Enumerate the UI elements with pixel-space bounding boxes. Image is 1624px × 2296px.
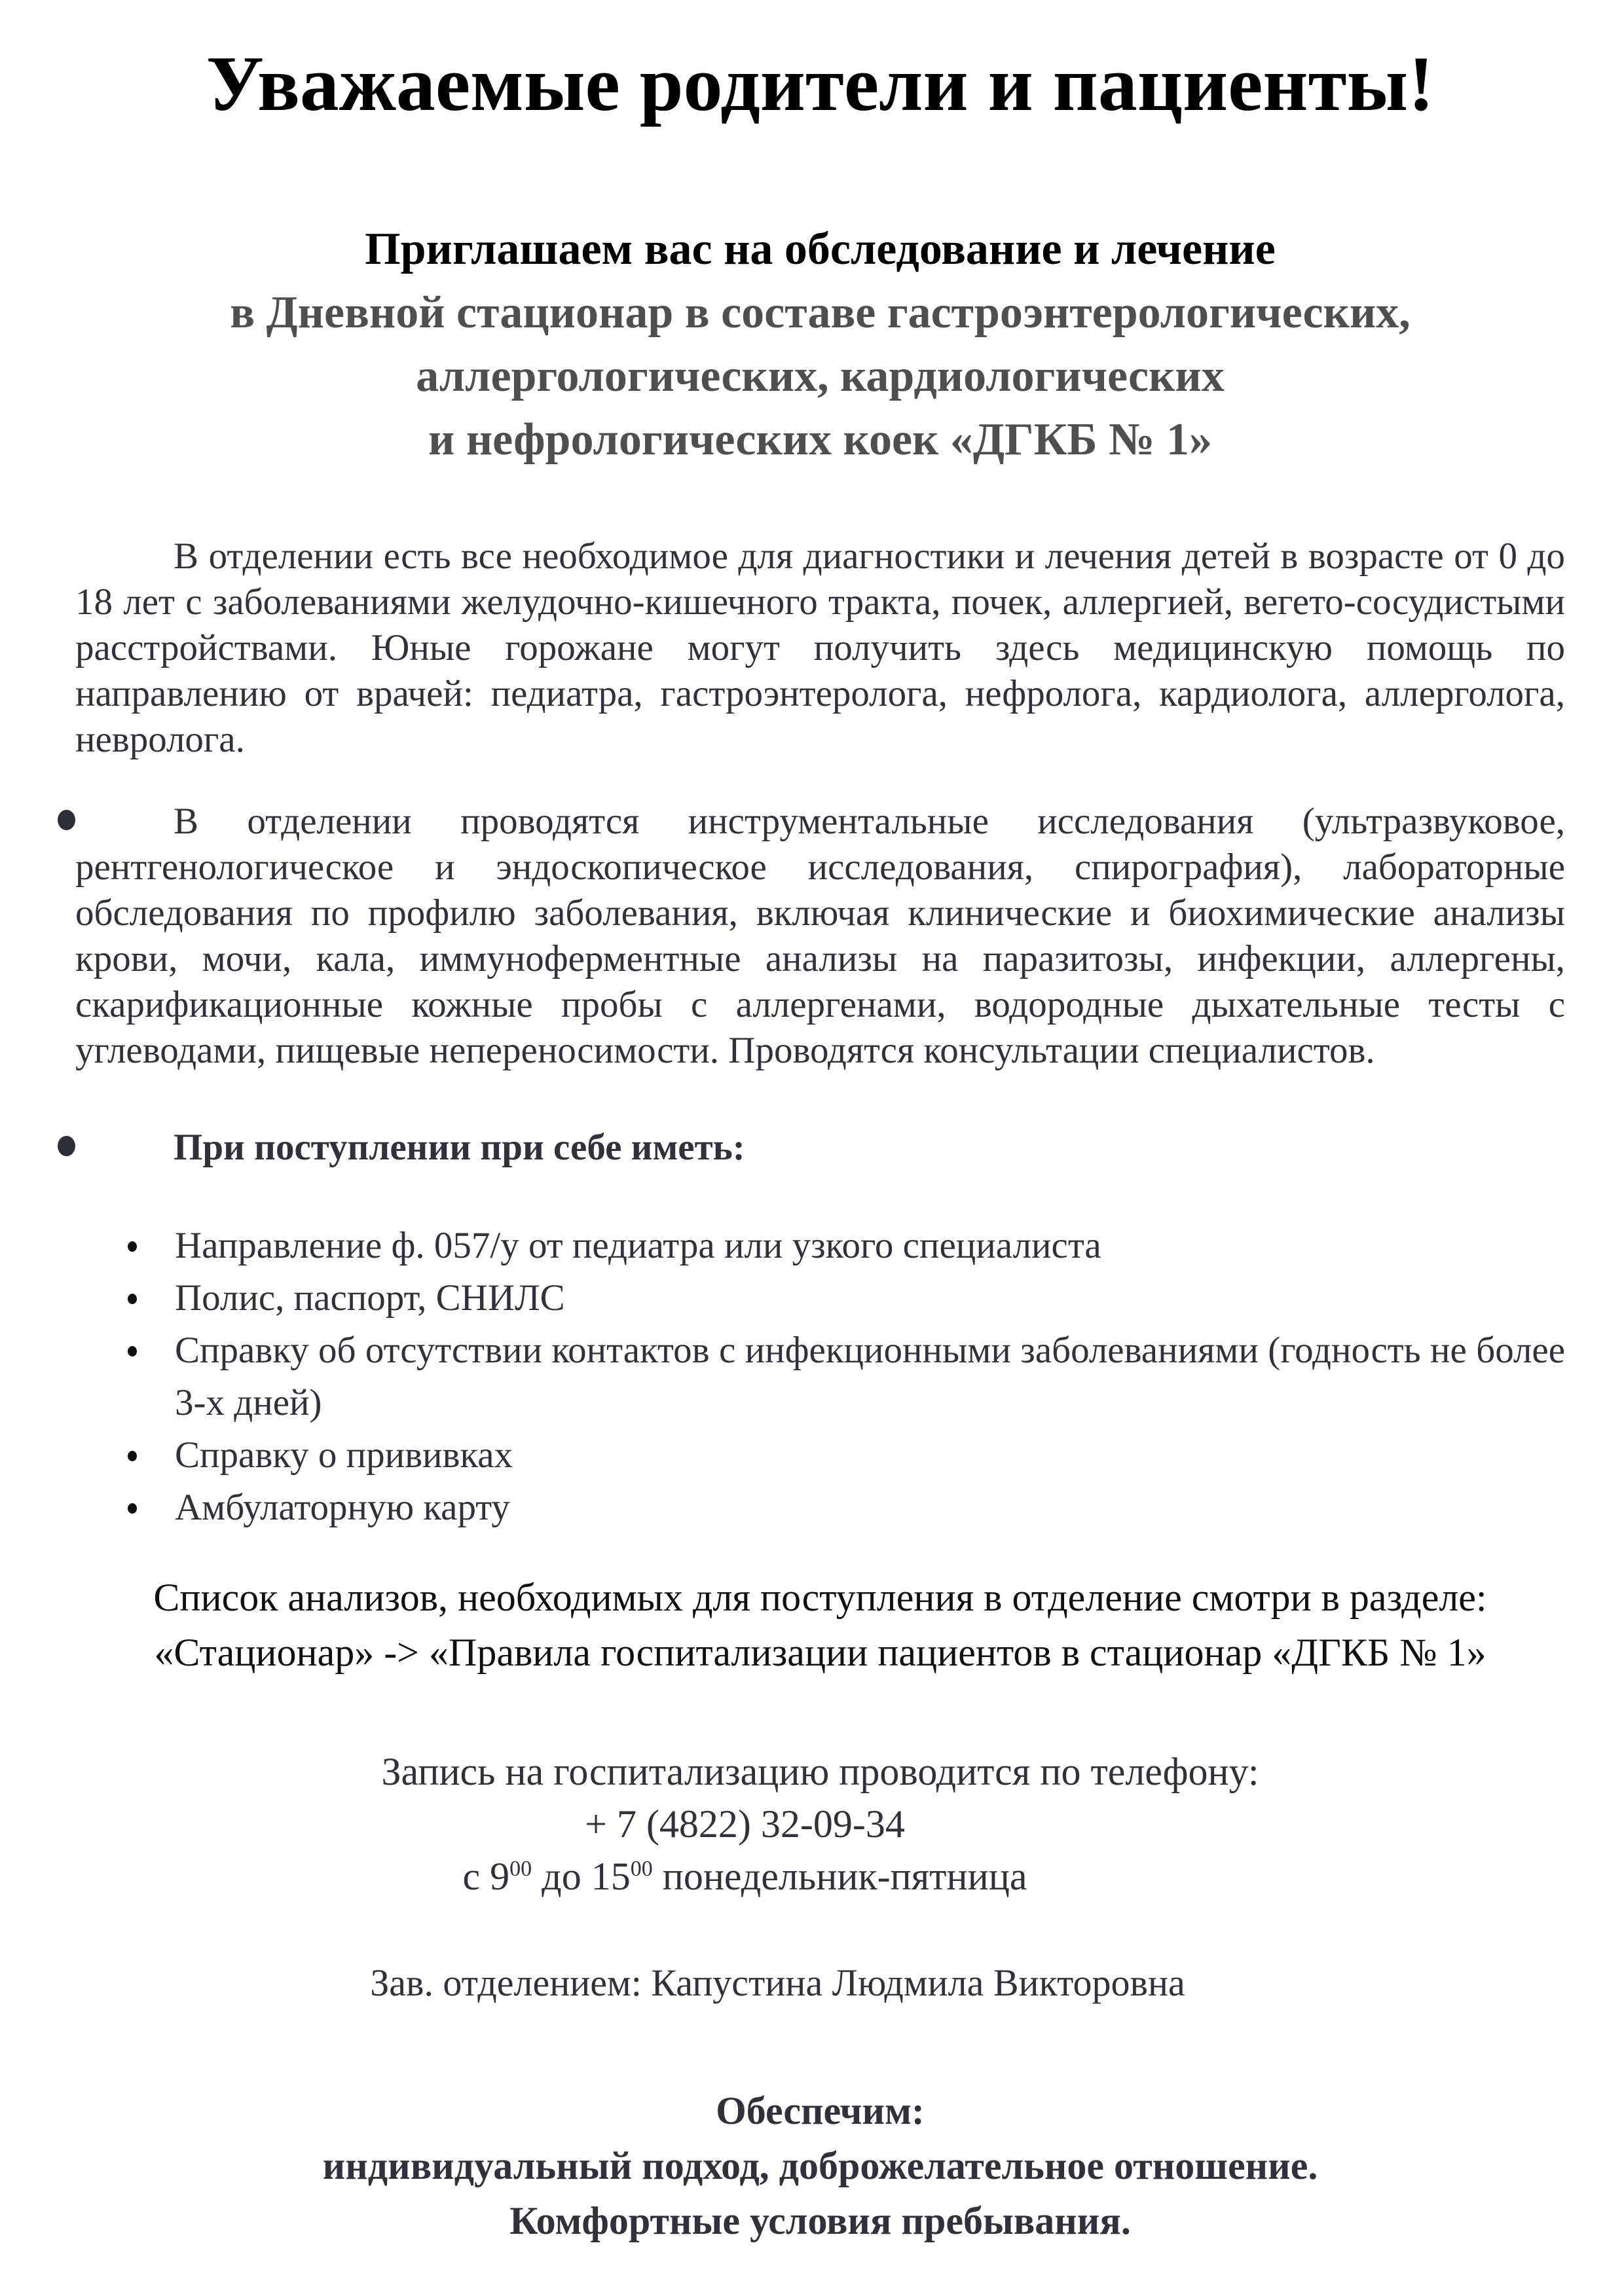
- services-bullet-item: [75, 799, 1565, 1074]
- list-item-text: Справку о прививках: [175, 1434, 513, 1476]
- promise-block: [75, 2083, 1565, 2248]
- subtitle-line: и нефрологических коек «ДГКБ № 1»: [428, 414, 1212, 465]
- services-paragraph: В отделении проводятся инструментальные исследования (ультразвуковое, рентгенологическое и эндоскопическое исследования, спирография), лабораторные обследования по профилю заболевания, включая клинические и биохимические анализы крови, мочи, кала, иммуноферментные анализы на паразитозы, инфекции, аллергены, скарификационные кожные пробы с аллергенами, водородные дыхательные тесты с углеводами, пищевые непереносимости. Проводятся консультации специалистов.: [75, 801, 1565, 1071]
- intro-paragraph: В отделении есть все необходимое для диагностики и лечения детей в возрасте от 0 до 18 лет с заболеваниями желудочно-кишечного тракта, почек, аллергией, вегето-сосудистыми расстройствами. Юные горожане могут получить здесь медицинскую помощь по направлению от врачей: педиатра, гастроэнтеролога, нефролога, кардиолога, аллерголога, невролога.: [75, 536, 1565, 760]
- list-item: [75, 1220, 1565, 1272]
- head-of-department-line: Зав. отделением: Капустина Людмила Викторовна: [370, 1961, 1185, 2004]
- bullet-icon: [58, 810, 75, 830]
- list-item-text: Направление ф. 057/у от педиатра или узкого специалиста: [175, 1225, 1101, 1266]
- page-title: Уважаемые родители и пациенты!: [206, 40, 1435, 127]
- admission-header-item: [75, 1125, 1565, 1171]
- subtitle-block: [75, 217, 1565, 471]
- subtitle-line: аллергологических, кардиологических: [416, 351, 1225, 401]
- booking-phone: + 7 (4822) 32-09-34: [585, 1802, 905, 1846]
- list-item-text: Амбулаторную карту: [175, 1487, 510, 1528]
- hours-middle: до 15: [532, 1855, 631, 1898]
- promise-heading: Обеспечим:: [716, 2089, 925, 2132]
- tests-note-block: [75, 1570, 1565, 1680]
- subtitle-line: в Дневной стационар в составе гастроэнтерологических,: [230, 287, 1411, 338]
- promise-line: Комфортные условия пребывания.: [509, 2199, 1131, 2242]
- bullet-icon: [128, 1451, 137, 1461]
- list-item: [75, 1482, 1565, 1534]
- bullet-icon: [128, 1294, 137, 1304]
- booking-title: Запись на госпитализацию проводится по телефону:: [381, 1750, 1259, 1793]
- bullet-icon: [128, 1503, 137, 1514]
- bullet-icon: [128, 1241, 137, 1252]
- tests-note-line: Список анализов, необходимых для поступления в отделение смотри в разделе:: [153, 1576, 1487, 1619]
- booking-hours: [0, 1850, 1490, 1903]
- bullet-icon: [128, 1346, 137, 1357]
- hours-superscript: 00: [509, 1857, 532, 1881]
- hours-suffix: понедельник-пятница: [652, 1855, 1027, 1898]
- promise-line: индивидуальный подход, доброжелательное отношение.: [322, 2144, 1318, 2187]
- tests-note-line: «Стационар» -> «Правила госпитализации пациентов в стационар «ДГКБ № 1»: [154, 1631, 1486, 1674]
- hours-prefix: с 9: [462, 1855, 510, 1898]
- admission-list: [75, 1220, 1565, 1534]
- list-item-text: Полис, паспорт, СНИЛС: [175, 1277, 565, 1319]
- list-item-text: Справку об отсутствии контактов с инфекционными заболеваниями (годность не более 3-х дней): [175, 1330, 1565, 1423]
- booking-block: [75, 1745, 1565, 1903]
- admission-header-text: При поступлении при себе иметь:: [174, 1127, 745, 1168]
- list-item: [75, 1324, 1565, 1429]
- list-item: [75, 1272, 1565, 1324]
- hours-superscript: 00: [630, 1857, 653, 1881]
- list-item: [75, 1429, 1565, 1482]
- bullet-icon: [58, 1136, 75, 1156]
- subtitle-line: Приглашаем вас на обследование и лечение: [365, 224, 1276, 274]
